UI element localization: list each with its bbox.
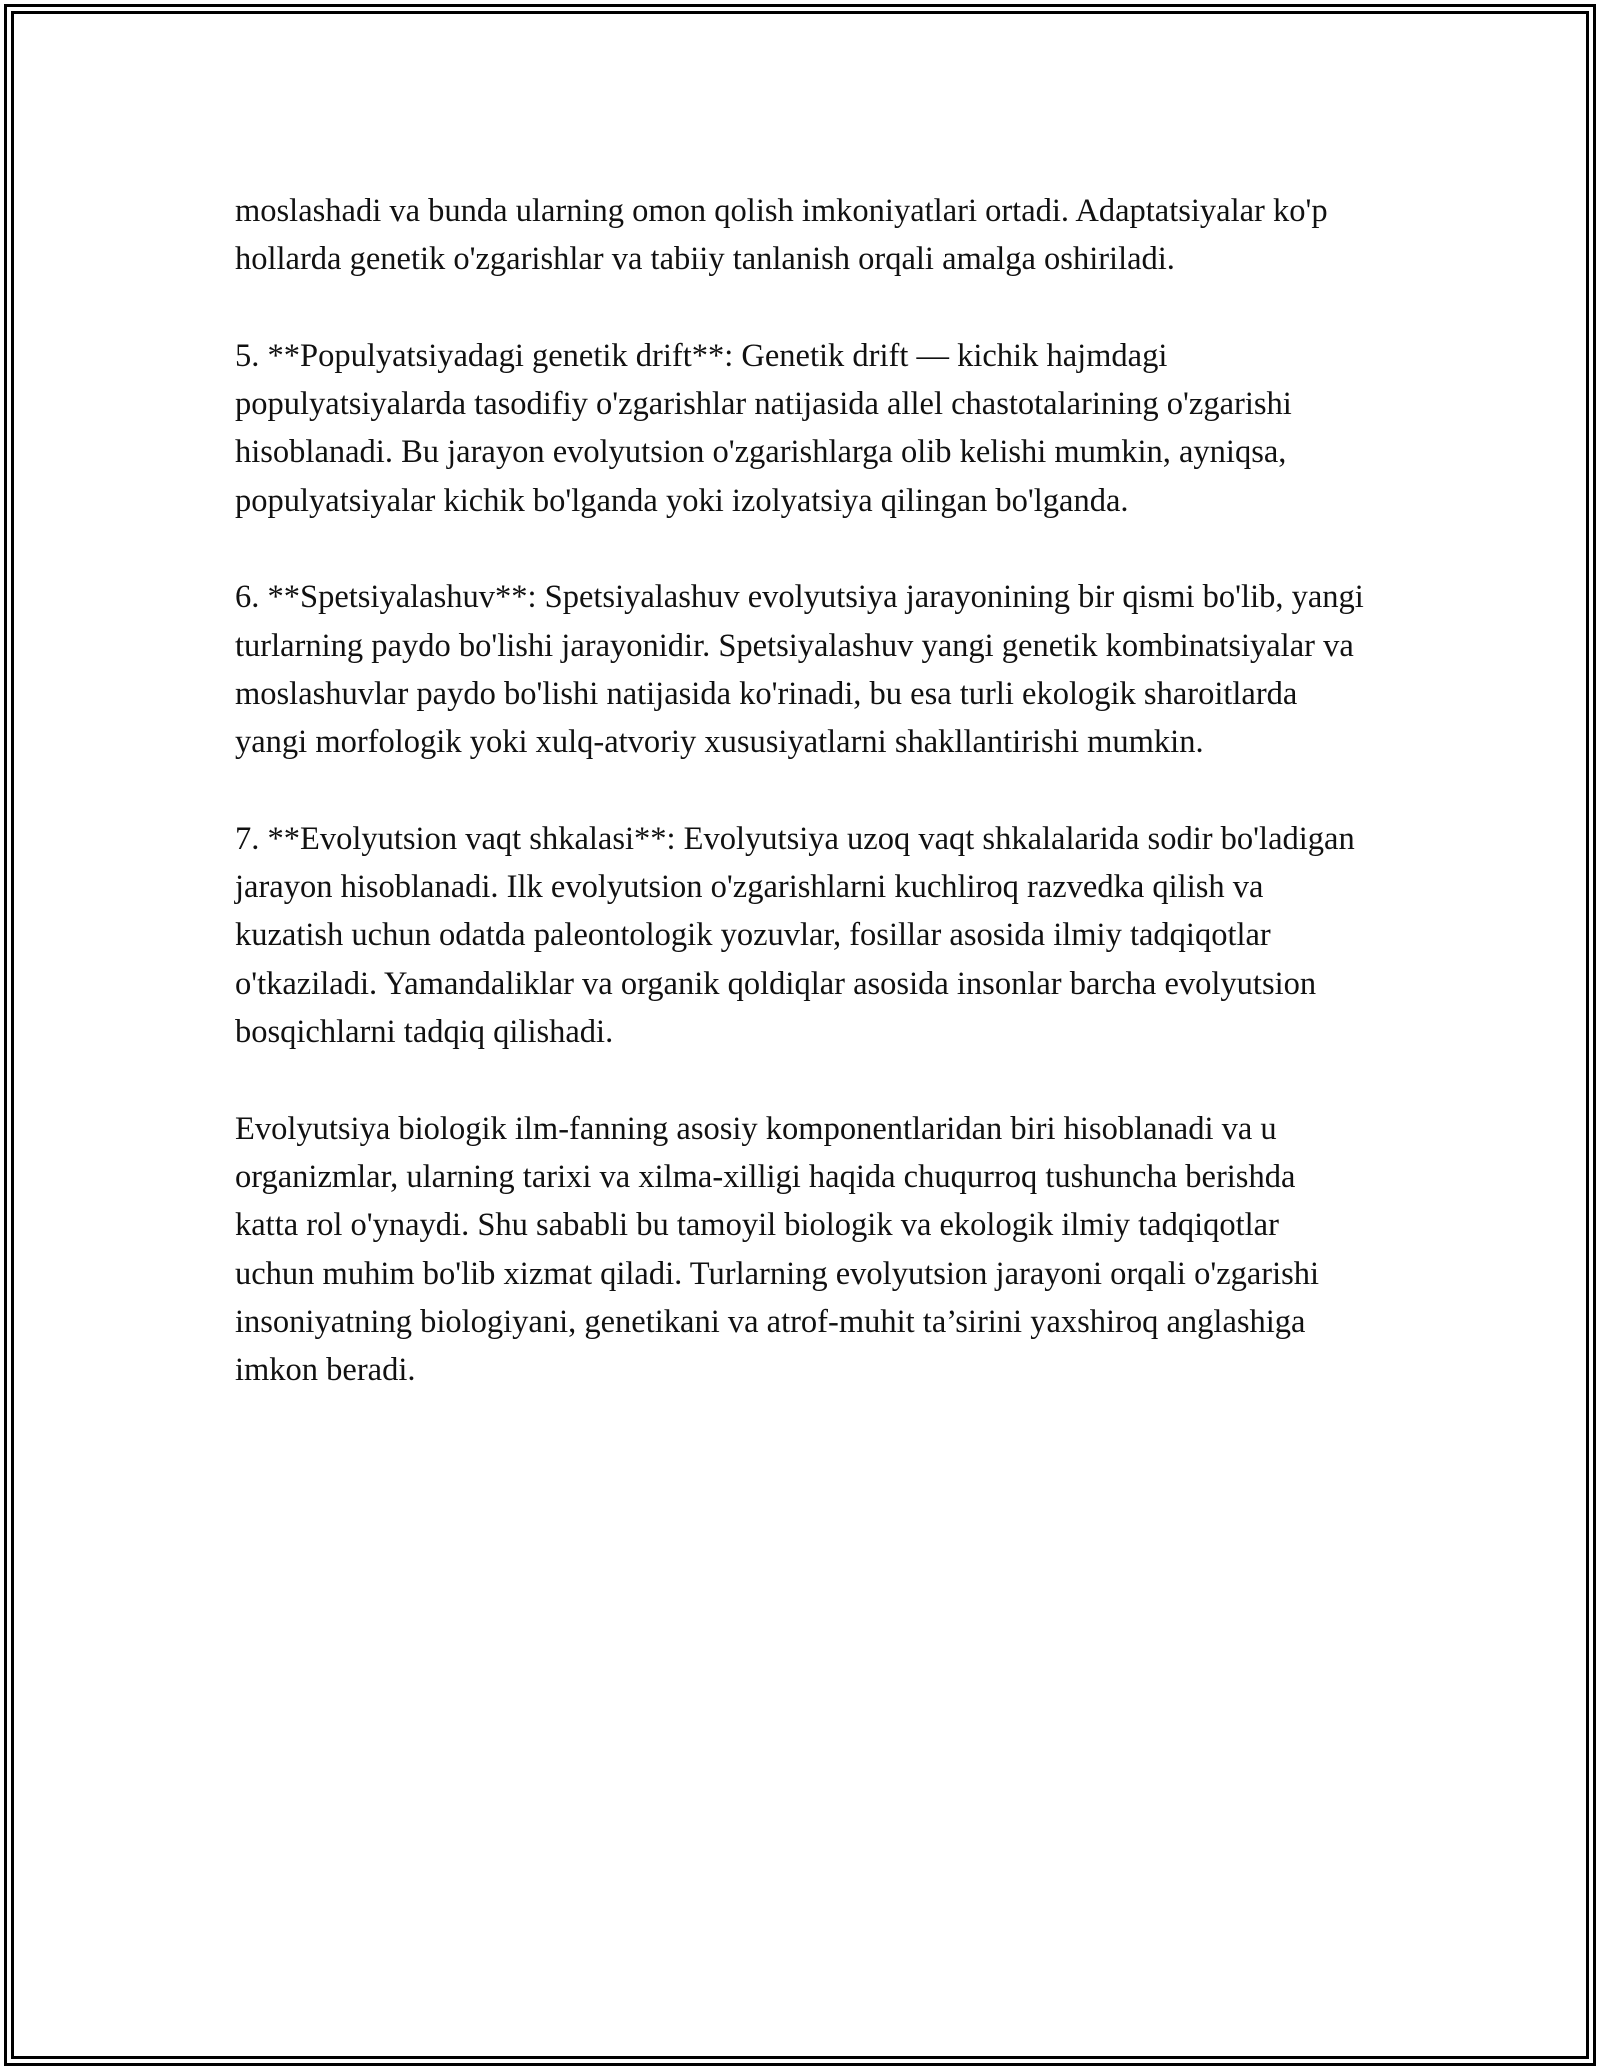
paragraph-conclusion: Evolyutsiya biologik ilm-fanning asosiy komponentlaridan biri hisoblanadi va u organizmlar, ularning tarixi va xilma-xilligi haqida chuqurroq tushuncha berishda katta rol o'ynaydi. Shu sababli bu tamoyil biologik va ekologik ilmiy tadqiqotlar uchun muhim bo'lib xizmat qiladi. Turlarning evolyutsion jarayoni orqali o'zgarishi insoniyatning biologiyani, genetikani va atrof-muhit ta’sirini yaxshiroq anglashiga imkon beradi. — [235, 1110, 1320, 1389]
paragraph-speciation: 6. **Spetsiyalashuv**: Spetsiyalashuv evolyutsiya jarayonining bir qismi bo'lib, yangi turlarning paydo bo'lishi jarayonidir. Spetsiyalashuv yangi genetik kombinatsiyalar va moslashuvlar paydo bo'lishi natijasida ko'rinadi, bu esa turli ekologik sharoitlarda yangi morfologik yoki xulq-atvoriy xususiyatlarni shakllantirishi mumkin. — [235, 579, 1364, 761]
paragraph-adaptation-continued: moslashadi va bunda ularning omon qolish imkoniyatlari ortadi. Adaptatsiyalar ko'p hollarda genetik o'zgarishlar va tabiiy tanlanish orqali amalga oshiriladi. — [235, 193, 1328, 278]
paragraph-evolutionary-timescale: 7. **Evolyutsion vaqt shkalasi**: Evolyutsiya uzoq vaqt shkalalarida sodir bo'ladigan jarayon hisoblanadi. Ilk evolyutsion o'zgarishlarni kuchliroq razvedka qilish va kuzatish uchun odatda paleontologik yozuvlar, fosillar asosida ilmiy tadqiqotlar o'tkaziladi. Yamandaliklar va organik qoldiqlar asosida insonlar barcha evolyutsion bosqichlarni tadqiq qilishadi. — [235, 820, 1355, 1051]
paragraph-genetic-drift: 5. **Populyatsiyadagi genetik drift**: Genetik drift — kichik hajmdagi populyatsiyalarda tasodifiy o'zgarishlar natijasida allel chastotalarining o'zgarishi hisoblanadi. Bu jarayon evolyutsion o'zgarishlarga olib kelishi mumkin, ayniqsa, populyatsiyalar kichik bo'lganda yoki izolyatsiya qilingan bo'lganda. — [235, 337, 1292, 519]
document-body — [235, 187, 1365, 1443]
